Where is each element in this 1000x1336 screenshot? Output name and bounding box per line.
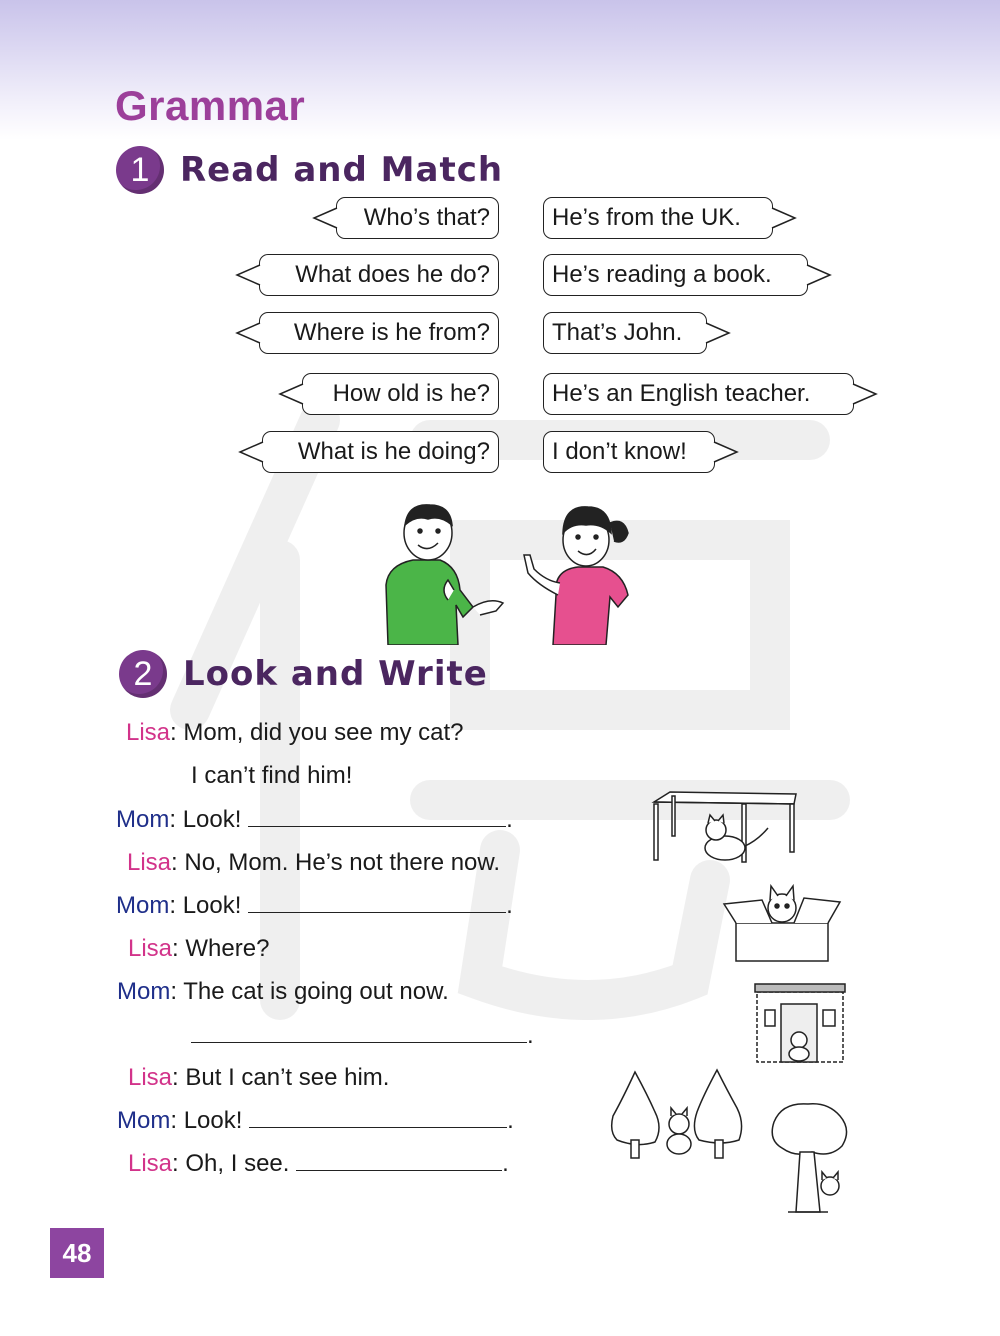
speech-tail-icon xyxy=(707,322,731,344)
section-title: Look and Write xyxy=(183,654,488,694)
line-text: Look! xyxy=(182,892,242,919)
answer-bubble xyxy=(543,312,707,354)
speech-tail-icon xyxy=(854,383,878,405)
line-end: . xyxy=(527,1022,534,1049)
cat-behind-tree-picture xyxy=(768,1100,852,1215)
speech-tail-icon xyxy=(278,383,302,405)
answer-blank[interactable] xyxy=(248,806,506,827)
speaker-lisa: Lisa xyxy=(126,719,171,746)
cat-in-box-picture xyxy=(722,878,842,963)
dialogue-line: Lisa: But I can’t see him. xyxy=(128,1064,390,1091)
answer-text: He’s an English teacher. xyxy=(552,380,811,407)
speech-tail-icon xyxy=(235,264,259,286)
question-bubble xyxy=(336,197,499,239)
line-text: Where? xyxy=(185,935,270,962)
answer-blank[interactable] xyxy=(249,1107,507,1128)
page-number: 48 xyxy=(50,1228,104,1278)
line-text: The cat is going out now. xyxy=(183,978,449,1005)
speaker-lisa: Lisa xyxy=(128,1150,173,1177)
question-bubble xyxy=(262,431,499,473)
answer-text: He’s from the UK. xyxy=(552,204,741,231)
speaker-mom: Mom xyxy=(117,978,171,1005)
dialogue-line: Lisa: Mom, did you see my cat? xyxy=(126,719,464,746)
cat-between-trees-picture xyxy=(605,1068,755,1164)
cat-under-table-picture xyxy=(650,790,800,865)
section-1-heading xyxy=(116,146,503,194)
line-text: Oh, I see. xyxy=(185,1150,290,1177)
section-2-heading xyxy=(119,650,488,698)
speaker-lisa: Lisa xyxy=(127,849,172,876)
answer-text: He’s reading a book. xyxy=(552,261,772,288)
line-text: Look! xyxy=(183,1107,243,1134)
section-number-badge: 1 xyxy=(116,146,164,194)
speech-tail-icon xyxy=(715,441,739,463)
cat-in-doorway-picture xyxy=(755,982,847,1064)
line-end: . xyxy=(502,1150,509,1177)
dialogue-line: Mom: Look! . xyxy=(116,806,513,833)
dialogue-line: Mom: Look! . xyxy=(116,892,513,919)
question-text: What is he doing? xyxy=(297,438,490,465)
line-text: Mom, did you see my cat? xyxy=(183,719,464,746)
dialogue-line xyxy=(191,1022,534,1050)
question-bubble xyxy=(259,312,499,354)
speaker-lisa: Lisa xyxy=(128,1064,173,1091)
dialogue-line: Lisa: Where? xyxy=(128,935,270,962)
question-text: What does he do? xyxy=(295,261,490,288)
speech-tail-icon xyxy=(808,264,832,286)
dialogue-line xyxy=(191,762,352,790)
dialogue-line: Lisa: No, Mom. He’s not there now. xyxy=(127,849,501,876)
question-text: Where is he from? xyxy=(293,319,490,346)
section-title: Read and Match xyxy=(180,150,504,190)
section-number-badge: 2 xyxy=(119,650,167,698)
speech-tail-icon xyxy=(773,207,797,229)
answer-text: I don’t know! xyxy=(552,438,687,465)
speaker-mom: Mom xyxy=(116,892,170,919)
speech-tail-icon xyxy=(312,207,336,229)
question-bubble xyxy=(302,373,499,415)
line-end: . xyxy=(507,1107,514,1134)
line-end: . xyxy=(506,892,513,919)
answer-blank[interactable] xyxy=(191,1022,527,1043)
line-text: But I can’t see him. xyxy=(185,1064,390,1091)
speech-tail-icon xyxy=(238,441,262,463)
answer-text: That’s John. xyxy=(552,319,683,346)
answer-bubble xyxy=(543,254,808,296)
speaker-lisa: Lisa xyxy=(128,935,173,962)
dialogue-line: Lisa: Oh, I see. . xyxy=(128,1150,509,1177)
line-text: I can’t find him! xyxy=(191,762,353,789)
speaker-mom: Mom xyxy=(117,1107,171,1134)
answer-bubble xyxy=(543,197,773,239)
answer-bubble xyxy=(543,431,715,473)
line-text: Look! xyxy=(182,806,242,833)
dialogue-line: Mom: The cat is going out now. xyxy=(117,978,449,1005)
question-bubble xyxy=(259,254,499,296)
answer-blank[interactable] xyxy=(296,1150,502,1171)
question-text: Who’s that? xyxy=(363,204,490,231)
speech-tail-icon xyxy=(235,322,259,344)
line-end: . xyxy=(506,806,513,833)
dialogue-line: Mom: Look! . xyxy=(117,1107,514,1134)
question-text: How old is he? xyxy=(332,380,490,407)
page-title: Grammar xyxy=(115,82,306,129)
boy-and-girl-talking-picture xyxy=(378,495,638,645)
line-text: No, Mom. He’s not there now. xyxy=(184,849,501,876)
answer-bubble xyxy=(543,373,854,415)
answer-blank[interactable] xyxy=(248,892,506,913)
speaker-mom: Mom xyxy=(116,806,170,833)
